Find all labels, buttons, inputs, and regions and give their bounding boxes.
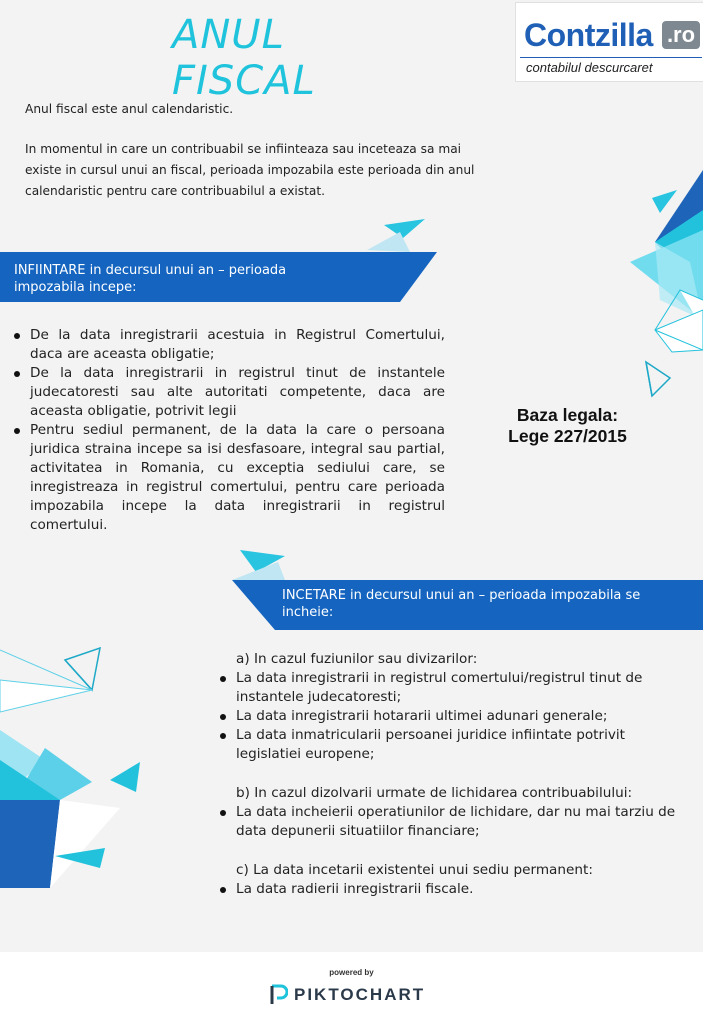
intro-paragraph-2: In momentul in care un contribuabil se infiinteaza sau inceteaza sa mai existe in cursul unui an fiscal, perioada impozabila este perioada din anul calendaristic pentru care contribuabilul a existat.	[25, 142, 475, 198]
intro-paragraph-1: Anul fiscal este anul calendaristic.	[25, 102, 234, 116]
list-item: La data inregistrarii in registrul comertului/registrul tinut de instantele judecatoresti;	[216, 669, 686, 707]
page-title: ANUL FISCAL	[172, 12, 316, 104]
section-fuziuni	[236, 650, 686, 764]
list-item: De la data inregistrarii in registrul tinut de instantele judecatoresti sau alte autoritati competente, daca are aceasta obligatie, potrivit legii	[10, 364, 445, 421]
powered-by-label: powered by	[329, 968, 374, 977]
list-item: La data inmatricularii persoanei juridice infiintate potrivit legislatiei europene;	[216, 726, 686, 764]
piktochart-link[interactable]	[270, 984, 425, 1006]
list-item: La data incheierii operatiunilor de lichidare, dar nu mai tarziu de data depunerii situatiilor financiare;	[216, 803, 686, 841]
top-right-shapes	[630, 170, 703, 396]
infiintare-banner: INFIINTARE in decursul unui an – perioada impozabila incepe:	[14, 263, 287, 295]
list-item: De la data inregistrarii acestuia in Registrul Comertului, daca are aceasta obligatie;	[10, 326, 445, 364]
logo-tld-badge: .ro	[662, 21, 700, 49]
footer	[0, 952, 703, 1024]
piktochart-logo-icon	[270, 984, 288, 1006]
piktochart-brand: PIKTOCHART	[294, 985, 426, 1004]
section-sediu-permanent	[236, 861, 686, 899]
legal-basis	[490, 405, 645, 447]
section-heading: c) La data incetarii existentei unui sediu permanent:	[236, 862, 593, 878]
section-heading: b) In cazul dizolvarii urmate de lichidarea contribuabilului:	[236, 785, 633, 801]
logo-tagline: contabilul descurcaret	[520, 57, 702, 75]
list-item: La data inregistrarii hotararii ultimei adunari generale;	[216, 707, 686, 726]
legal-basis-label: Baza legala:	[516, 405, 619, 425]
infiintare-list	[10, 326, 445, 535]
incetare-banner: INCETARE in decursul unui an – perioada impozabila se incheie:	[282, 588, 641, 620]
list-item: Pentru sediul permanent, de la data la care o persoana juridica straina incepe sa isi desfasoare, integral sau partial, activitatea in Romania, cu exceptia sediului care, se inregistreaza in registrul comertului, pentru care perioada impozabila incepe la data inregistrarii in registrul comertului.	[10, 421, 445, 535]
contzilla-logo[interactable]	[515, 2, 703, 82]
section-heading: a) In cazul fuziunilor sau divizarilor:	[236, 651, 478, 667]
bottom-left-shapes	[0, 648, 140, 888]
legal-basis-law: Lege 227/2015	[508, 426, 627, 446]
logo-name: Contzilla	[524, 17, 653, 53]
list-item: La data radierii inregistrarii fiscale.	[216, 880, 686, 899]
section-dizolvare	[236, 784, 686, 841]
